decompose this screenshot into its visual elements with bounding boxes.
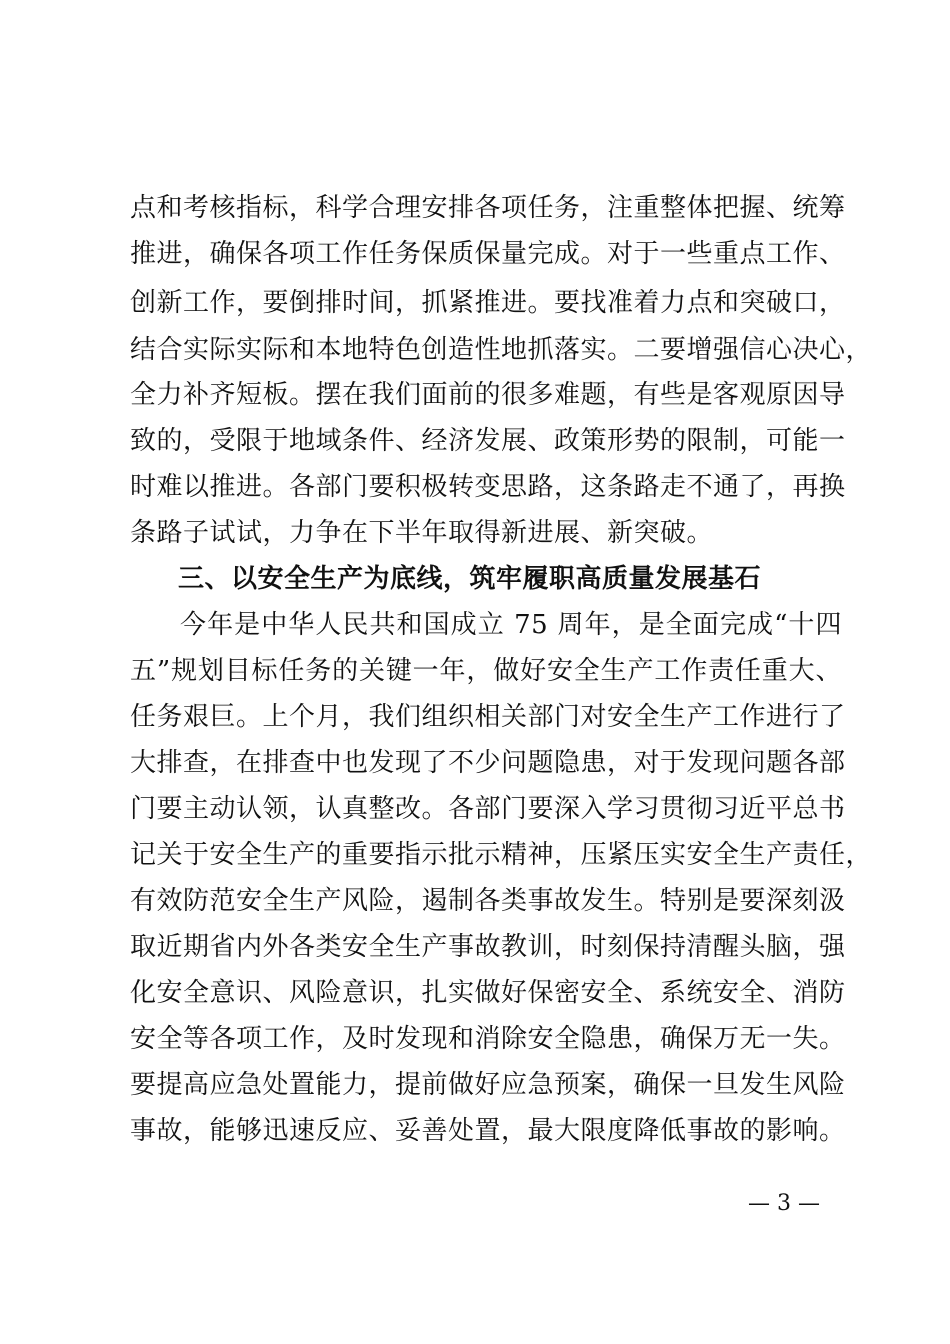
text-line: 有效防范安全生产风险，遏制各类事故发生。特别是要深刻汲 [130, 886, 846, 916]
section-heading: 三、以安全生产为底线，筑牢履职高质量发展基石 [178, 564, 762, 594]
text-line: 取近期省内外各类安全生产事故教训，时刻保持清醒头脑，强 [130, 932, 846, 962]
text-line: 今年是中华人民共和国成立 75 周年，是全面完成“十四 [180, 610, 842, 640]
text-line: 致的，受限于地域条件、经济发展、政策形势的限制，可能一 [130, 426, 846, 456]
text-line: 推进，确保各项工作任务保质保量完成。对于一些重点工作、 [130, 239, 846, 269]
text-line: 大排查，在排查中也发现了不少问题隐患，对于发现问题各部 [130, 748, 846, 778]
page-number: — 3 — [748, 1191, 820, 1216]
text-line: 点和考核指标，科学合理安排各项任务，注重整体把握、统筹 [130, 193, 846, 223]
text-line: 全力补齐短板。摆在我们面前的很多难题，有些是客观原因导 [130, 380, 846, 410]
text-line: 五”规划目标任务的关键一年，做好安全生产工作责任重大、 [130, 656, 842, 686]
text-line: 安全等各项工作，及时发现和消除安全隐患，确保万无一失。 [130, 1024, 846, 1054]
text-line: 结合实际实际和本地特色创造性地抓落实。二要增强信心决心， [130, 335, 873, 365]
text-line: 任务艰巨。上个月，我们组织相关部门对安全生产工作进行了 [130, 702, 846, 732]
text-line: 门要主动认领，认真整改。各部门要深入学习贯彻习近平总书 [130, 794, 846, 824]
text-line: 时难以推进。各部门要积极转变思路，这条路走不通了，再换 [130, 472, 846, 502]
text-line: 条路子试试，力争在下半年取得新进展、新突破。 [130, 518, 714, 548]
text-line: 记关于安全生产的重要指示批示精神，压紧压实安全生产责任， [130, 840, 873, 870]
text-line: 创新工作，要倒排时间，抓紧推进。要找准着力点和突破口， [130, 288, 846, 318]
text-line: 化安全意识、风险意识，扎实做好保密安全、系统安全、消防 [130, 978, 846, 1008]
text-line: 要提高应急处置能力，提前做好应急预案，确保一旦发生风险 [130, 1070, 846, 1100]
text-line: 事故，能够迅速反应、妥善处置，最大限度降低事故的影响。 [130, 1116, 846, 1146]
